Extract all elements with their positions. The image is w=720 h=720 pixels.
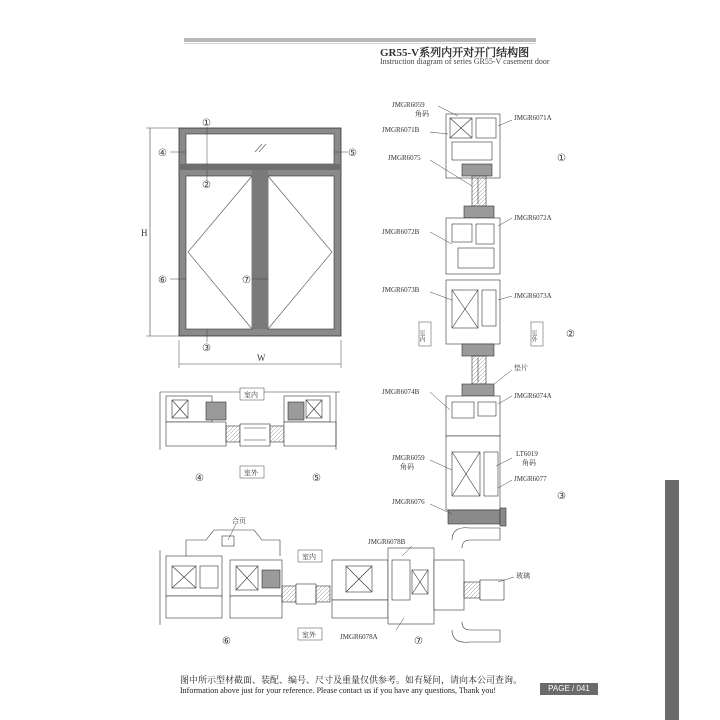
section-marker-5: ⑤ <box>312 473 321 484</box>
label-jmgr6073b: JMGR6073B <box>382 286 420 294</box>
page-title: GR55-V系列内开对开门结构图 <box>380 47 530 59</box>
section-marker-2: ② <box>566 329 575 340</box>
side-bar <box>665 480 679 720</box>
label-jmgr6073a: JMGR6073A <box>514 292 552 300</box>
label-jiaoma-1: 角码 <box>415 110 429 118</box>
footer-note-cn: 图中所示型材截面、装配、编号、尺寸及重量仅供参考。如有疑问，请向本公司查询。 <box>180 676 523 686</box>
label-outdoor-vertical: 室外 <box>530 330 536 342</box>
label-jmgr6075: JMGR6075 <box>388 154 421 162</box>
marker-6: ⑥ <box>158 275 167 286</box>
section-4-5 <box>160 392 340 450</box>
label-lt6019: LT6019 <box>516 450 538 458</box>
footer-note-en: Information above just for your reference. Please contact us if you have any questions, Thank you! <box>180 686 496 695</box>
door-elevation <box>146 127 348 368</box>
label-indoor-67: 室内 <box>302 553 316 561</box>
section-6-7 <box>160 528 504 643</box>
marker-3: ③ <box>202 343 211 354</box>
label-jmgr6071b: JMGR6071B <box>382 126 420 134</box>
label-jmgr6078b: JMGR6078B <box>368 538 406 546</box>
dim-w: W <box>257 353 266 363</box>
label-jmgr6074b: JMGR6074B <box>382 388 420 396</box>
label-jmgr6059: JMGR6059 <box>392 101 425 109</box>
label-jiaoma-3: 角码 <box>522 459 536 467</box>
label-indoor-45: 室内 <box>244 391 258 399</box>
label-outdoor-67: 室外 <box>302 631 316 639</box>
label-jmgr6077: JMGR6077 <box>514 475 547 483</box>
vertical-section <box>446 114 506 526</box>
marker-5: ⑤ <box>348 148 357 159</box>
marker-7: ⑦ <box>242 275 251 286</box>
label-glass: 玻璃 <box>516 572 530 580</box>
marker-2: ② <box>202 180 211 191</box>
label-jiaoma-2: 角码 <box>400 463 414 471</box>
page-subtitle: Instruction diagram of series GR55-V casement door <box>380 57 550 66</box>
label-jmgr6072a: JMGR6072A <box>514 214 552 222</box>
dim-h: H <box>141 228 148 238</box>
section-marker-1: ① <box>557 153 566 164</box>
label-jmgr6076: JMGR6076 <box>392 498 425 506</box>
label-dianpian: 垫片 <box>514 364 528 372</box>
label-jmgr6074a: JMGR6074A <box>514 392 552 400</box>
marker-4: ④ <box>158 148 167 159</box>
label-jmgr6071a: JMGR6071A <box>514 114 552 122</box>
section-marker-3: ③ <box>557 491 566 502</box>
section-marker-6: ⑥ <box>222 636 231 647</box>
page-number: PAGE / 041 <box>540 683 598 695</box>
label-indoor-vertical: 室内 <box>418 330 424 342</box>
marker-1: ① <box>202 118 211 129</box>
label-outdoor-45: 室外 <box>244 469 258 477</box>
label-jmgr6078a: JMGR6078A <box>340 633 378 641</box>
label-jmgr6059-lower: JMGR6059 <box>392 454 425 462</box>
section-marker-7: ⑦ <box>414 636 423 647</box>
label-hinge: 合页 <box>232 517 246 525</box>
label-jmgr6072b: JMGR6072B <box>382 228 420 236</box>
section-marker-4: ④ <box>195 473 204 484</box>
